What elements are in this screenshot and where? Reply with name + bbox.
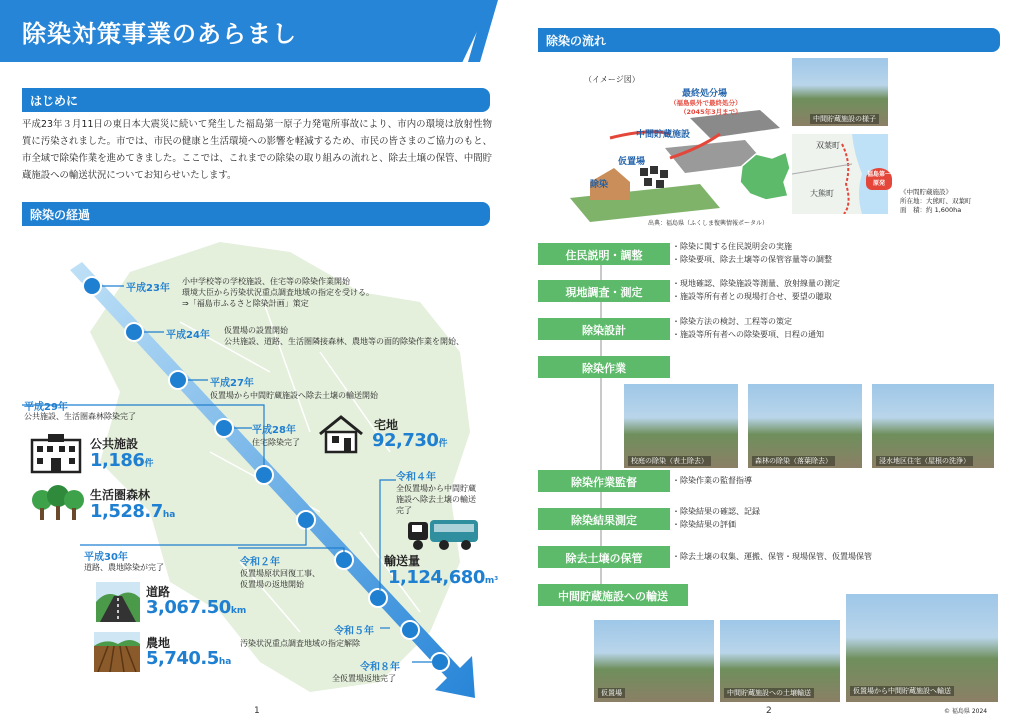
event-desc: 道路、農地除染が完了 — [84, 563, 164, 572]
stat-road: 3,067.50km — [146, 597, 247, 618]
event-desc: 小中学校等の学校施設、住宅等の除染作業開始 環境大臣から汚染状況重点調査地域の指定を受ける。 ⇒「福島市ふるさと除染計画」策定 — [182, 277, 374, 308]
stat-label: 生活圏森林 — [90, 488, 151, 502]
farm-icon — [94, 632, 140, 672]
stat-forest: 1,528.7ha — [90, 501, 176, 522]
intro-text: 平成23年３月11日の東日本大震災に続いて発生した福島第一原子力発電所事故により、市内の環境は放射性物質に汚染されました。市では、市民の健康と生活環境への影響を軽減するため、市民の皆さまのご協力のもと、市全域で除染作業を進めてきました。ここでは、これまでの除染の取り組みの流れと、除去土壌の保管、中間貯蔵施設への輸送状況についてお知らせいたします。 — [22, 119, 492, 181]
intro-heading: はじめに — [22, 88, 490, 112]
stat-label: 公共施設 — [90, 437, 139, 451]
stat-public: 1,186件 — [90, 450, 154, 471]
facility-info: 《中間貯蔵施設》 所在地：大熊町、双葉町 面 積：約 1,600ha — [900, 188, 972, 214]
event-year: 令和４年 — [396, 472, 436, 483]
stat-label: 農地 — [146, 636, 171, 650]
page-title: 除染対策事業のあらまし — [22, 20, 297, 48]
event-year: 令和５年 — [334, 626, 374, 637]
history-heading: 除染の経過 — [22, 202, 490, 226]
page-number-left: 1 — [254, 706, 260, 716]
map-plant: 福島第一原発 — [866, 168, 892, 190]
flow-step: 除染作業監督 — [538, 470, 670, 492]
stat-label: 道路 — [146, 585, 171, 599]
page-number-right: 2 — [766, 706, 772, 716]
diagram-interim: 中間貯蔵施設 — [636, 130, 691, 140]
flow-step-notes: ・除染結果の確認、記録 ・除染結果の評価 — [672, 507, 760, 529]
diagram-final-sub: （2045年3月まで） — [680, 108, 742, 116]
photo-caption: 森林の除染（落葉除去） — [752, 456, 835, 466]
event-desc: 全仮置場から中間貯蔵 施設へ除去土壌の輸送 完了 — [396, 484, 476, 515]
stat-farm: 5,740.5ha — [146, 648, 232, 669]
event-year: 令和８年 — [360, 662, 400, 673]
event-desc: 住宅除染完了 — [252, 438, 300, 447]
flow-step: 現地調査・測定 — [538, 280, 670, 302]
flow-step: 除染結果測定 — [538, 508, 670, 530]
image-note: （イメージ図） — [584, 75, 640, 84]
stat-housing: 92,730件 — [372, 430, 448, 451]
diagram-decon: 除染 — [590, 180, 609, 190]
photo-caption: 浸水地区住宅（屋根の洗浄） — [876, 456, 973, 466]
diagram-final: 最終処分場 — [682, 89, 728, 99]
map-futaba: 双葉町 — [816, 141, 840, 150]
event-year: 令和２年 — [240, 557, 280, 568]
event-desc: 仮置場から中間貯蔵施設へ除去土壌の輸送開始 — [210, 391, 378, 400]
flow-step-notes: ・除染作業の監督指導 — [672, 476, 752, 485]
event-year: 平成28年 — [252, 425, 296, 436]
forest-icon — [30, 484, 86, 524]
photo-caption: 中間貯蔵施設の様子 — [810, 114, 879, 124]
copyright: © 福島県 2024 — [944, 708, 988, 715]
event-year: 平成23年 — [126, 283, 170, 294]
timeline-connectors — [0, 0, 500, 725]
event-year: 平成29年 — [24, 402, 68, 413]
photo-caption: 仮置場 — [598, 688, 625, 698]
flow-step: 除去土壌の保管 — [538, 546, 670, 568]
stat-label: 輸送量 — [384, 554, 421, 568]
flow-step: 除染設計 — [538, 318, 670, 340]
flow-step-notes: ・除染方法の検討、工程等の策定 ・施設等所有者への除染要項、日程の通知 — [672, 317, 824, 339]
flow-heading: 除染の流れ — [538, 28, 1000, 52]
event-desc: 仮置場原状回復工事、 仮置場の返地開始 — [240, 569, 320, 589]
flow-step: 除染作業 — [538, 356, 670, 378]
stat-label: 宅地 — [374, 418, 399, 432]
event-desc: 公共施設、生活圏森林除染完了 — [24, 412, 136, 421]
event-desc: 汚染状況重点調査地域の指定解除 — [240, 639, 360, 648]
diagram-temp: 仮置場 — [618, 157, 646, 167]
flow-step: 住民説明・調整 — [538, 243, 670, 265]
event-desc: 全仮置場返地完了 — [332, 674, 396, 683]
photo-caption: 校庭の除染（表土除去） — [628, 456, 711, 466]
event-year: 平成30年 — [84, 552, 128, 563]
map-okuma: 大熊町 — [810, 189, 834, 198]
fukushima-map-icon — [736, 148, 794, 204]
diagram-final-sub: （福島県外で最終処分） — [670, 99, 742, 107]
diagram-source: 出典：福島県（ふくしま復興情報ポータル） — [648, 220, 769, 227]
event-desc: 仮置場の設置開始 公共施設、道路、生活圏隣接森林、農地等の面的除染作業を開始、 — [224, 326, 464, 346]
building-icon — [28, 434, 84, 474]
flow-line — [600, 262, 602, 592]
flow-step-notes: ・除去土壌の収集、運搬、保管・現場保管、仮置場保管 — [672, 552, 872, 561]
house-icon — [316, 414, 366, 454]
flow-step-notes: ・現地確認、除染施設等測量、放射線量の測定 ・施設等所有者との現場打合せ、要望の聴取 — [672, 279, 840, 301]
event-year: 平成24年 — [166, 330, 210, 341]
stat-transport: 1,124,680m³ — [388, 567, 499, 588]
flow-step-notes: ・除染に関する住民説明会の実施 ・除染要項、除去土壌等の保管容量等の調整 — [672, 242, 832, 264]
flow-step: 中間貯蔵施設への輸送 — [538, 584, 688, 606]
event-year: 平成27年 — [210, 378, 254, 389]
road-icon — [96, 582, 140, 622]
truck-icon — [406, 518, 480, 552]
photo-caption: 中間貯蔵施設への土壌輸送 — [724, 688, 814, 698]
photo-caption: 仮置場から中間貯蔵施設へ輸送 — [850, 686, 954, 696]
